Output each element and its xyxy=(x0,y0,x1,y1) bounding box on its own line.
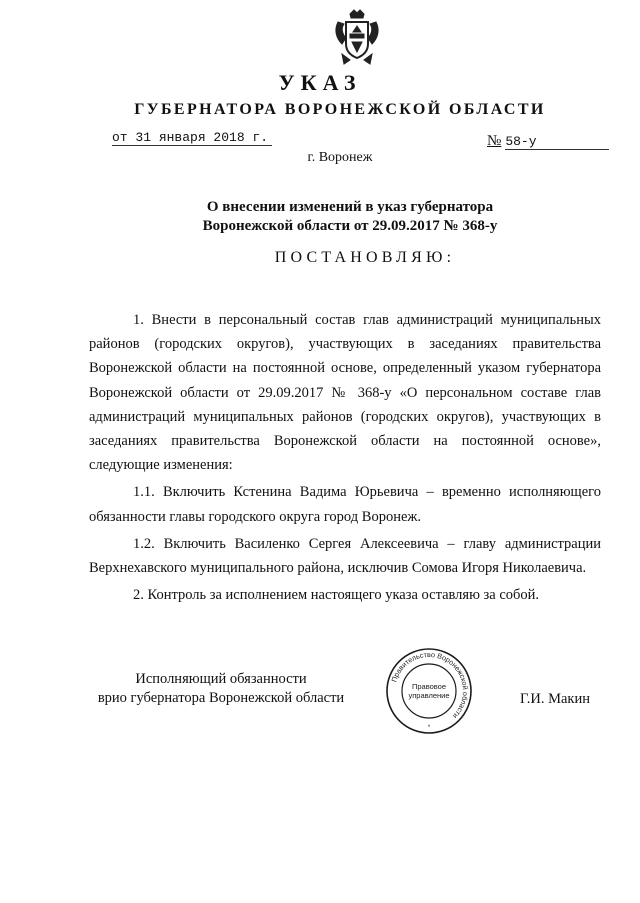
paragraph-1-1: 1.1. Включить Кстенина Вадима Юрьевича – временно исполняющего обязанности главы городского округа город Воронеж. xyxy=(89,484,601,525)
number-sign: № xyxy=(487,133,502,149)
decree-date xyxy=(112,130,272,146)
decree-title xyxy=(0,198,640,236)
paragraph-1-2: 1.2. Включить Василенко Сергея Алексеевича – главу администрации Верхнехавского муниципального района, исключив Сомова Игоря Николаевича. xyxy=(89,535,601,577)
title-line-1: О внесении изменений в указ губернатора xyxy=(206,199,494,215)
official-stamp xyxy=(385,647,473,735)
document-type: УКАЗ xyxy=(278,70,362,95)
paragraph-1: 1. Внести в персональный состав глав администраций муниципальных районов (городских округов), участвующих в заседаниях правительства Воронежской области на постоянной основе, определенный указом губернатора Воронежской области от 29.09.2017 № 368-у «О персональном составе глав администраций муниципальных районов (городских округов), участвующих в заседаниях правительства Воронежской области на постоянной основе», следующие изменения: xyxy=(89,312,601,474)
decree-word: ПОСТАНОВЛЯЮ: xyxy=(274,249,456,266)
title-line-2: Воронежской области от 29.09.2017 № 368-у xyxy=(202,218,498,234)
number-value: 58-у xyxy=(505,134,609,150)
city: г. Воронеж xyxy=(307,150,373,165)
position-line-1: Исполняющий обязанности xyxy=(135,671,307,687)
stamp-center-line-1: Правовое xyxy=(411,682,447,691)
date-value: 31 января 2018 г. xyxy=(135,130,269,145)
voronezh-coat-of-arms-icon xyxy=(330,8,384,68)
signatory-name: Г.И. Макин xyxy=(520,691,590,707)
position-line-2: врио губернатора Воронежской области xyxy=(97,690,345,706)
decree-body xyxy=(89,308,601,610)
issuer: ГУБЕРНАТОРА ВОРОНЕЖСКОЙ ОБЛАСТИ xyxy=(134,101,546,118)
stamp-ring-text: Правительство Воронежской области xyxy=(389,649,471,721)
decree-number xyxy=(487,133,615,150)
signatory-position xyxy=(86,670,356,708)
stamp-star-icon: * xyxy=(427,725,431,731)
paragraph-2: 2. Контроль за исполнением настоящего указа оставляю за собой. xyxy=(133,587,540,604)
stamp-center-line-2: управление xyxy=(408,691,450,700)
date-prefix: от xyxy=(112,130,128,145)
